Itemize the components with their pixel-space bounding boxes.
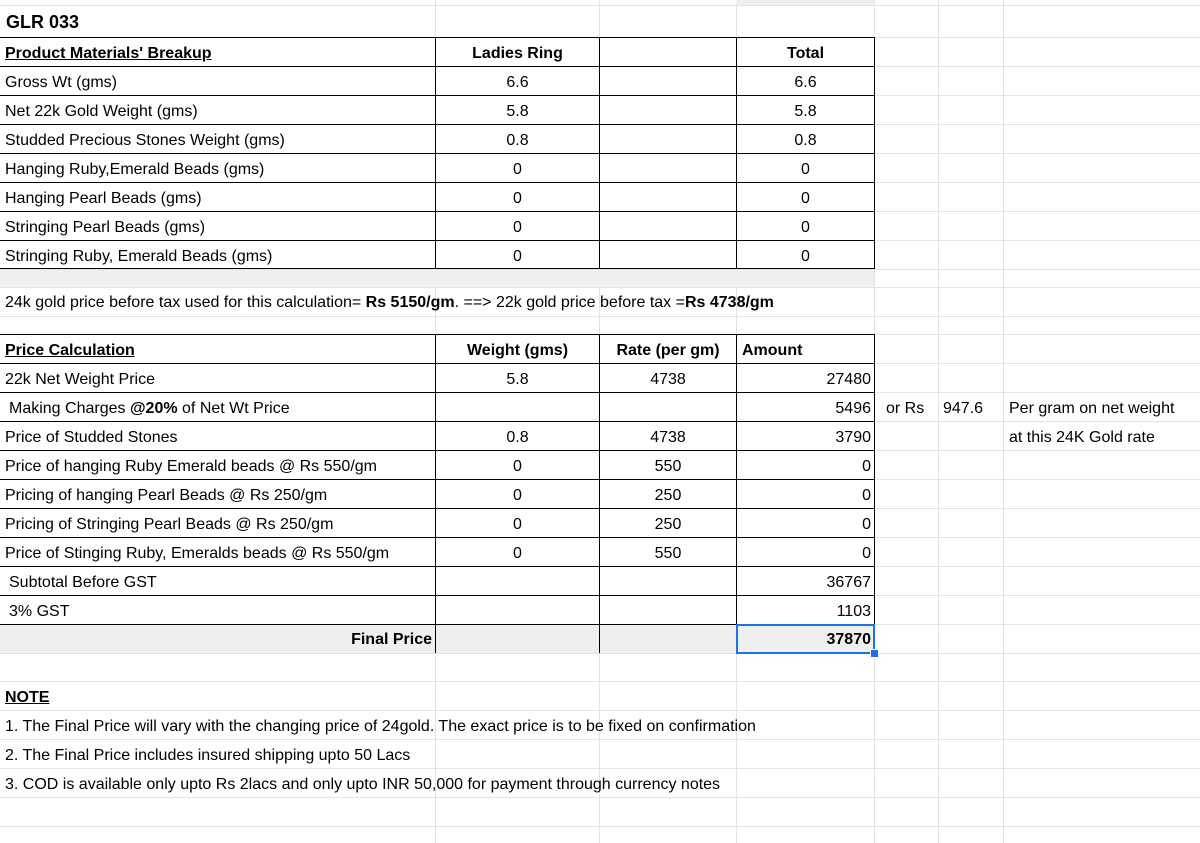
row-value: 5.8	[506, 103, 529, 120]
row-amount: 0	[862, 487, 871, 504]
row-label: Gross Wt (gms)	[5, 74, 117, 91]
row-total: 0	[801, 190, 810, 207]
fill-handle[interactable]	[870, 649, 879, 658]
row-total: 0	[801, 219, 810, 236]
final-price-amount: 37870	[826, 631, 871, 648]
row-weight: 0	[513, 516, 522, 533]
materials-header-label: Product Materials' Breakup	[5, 45, 212, 62]
row-weight: 5.8	[506, 371, 529, 388]
row-rate: 4738	[650, 371, 686, 388]
per-gram-line2: at this 24K Gold rate	[1009, 429, 1155, 446]
making-percent: @20%	[129, 400, 178, 417]
row-label: Price of Studded Stones	[5, 429, 178, 446]
materials-header-ladies-ring: Ladies Ring	[472, 45, 563, 62]
notes-heading: NOTE	[5, 689, 50, 706]
row-weight: 0	[513, 545, 522, 562]
gold-note-22k-price: Rs 4738/gm	[684, 294, 774, 311]
price-header-amount: Amount	[742, 342, 803, 359]
row-total: 0	[801, 248, 810, 265]
row-rate: 550	[654, 458, 682, 475]
row-rate	[600, 568, 736, 597]
row-value: 0.8	[506, 132, 529, 149]
row-label: Price of hanging Ruby Emerald beads @ Rs 550/gm	[5, 458, 377, 475]
row-weight	[436, 394, 599, 423]
note-item: 1. The Final Price will vary with the changing price of 24gold. The exact price is to be fixed on confirmation	[5, 718, 756, 735]
row-label: 22k Net Weight Price	[5, 371, 155, 388]
row-label: Hanging Pearl Beads (gms)	[5, 190, 202, 207]
row-label: Studded Precious Stones Weight (gms)	[5, 132, 285, 149]
row-weight: 0	[513, 458, 522, 475]
row-amount: 0	[862, 516, 871, 533]
row-amount: 36767	[826, 574, 871, 591]
row-weight: 0	[513, 487, 522, 504]
header-shade	[736, 0, 874, 5]
row-label: Pricing of Stringing Pearl Beads @ Rs 250/gm	[5, 516, 334, 533]
row-total: 5.8	[794, 103, 817, 120]
row-amount: 3790	[835, 429, 871, 446]
per-gram-line1: Per gram on net weight	[1009, 400, 1175, 417]
making-label-post: of Net Wt Price	[177, 400, 290, 417]
price-header-weight: Weight (gms)	[466, 342, 569, 359]
row-total: 0	[801, 161, 810, 178]
row-label: Subtotal Before GST	[9, 574, 157, 591]
gold-price-note	[5, 288, 774, 317]
gold-note-24k-price: Rs 5150/gm	[365, 294, 455, 311]
price-header-rate: Rate (per gm)	[616, 342, 720, 359]
final-price-label: Final Price	[351, 631, 432, 648]
gold-note-text-2: . ==> 22k gold price before tax =	[454, 294, 685, 311]
note-item: 3. COD is available only upto Rs 2lacs and only upto INR 50,000 for payment through currency notes	[5, 776, 721, 793]
row-rate: 4738	[650, 429, 686, 446]
row-value: 0	[513, 190, 522, 207]
gold-note-shade	[0, 270, 874, 287]
row-label: Pricing of hanging Pearl Beads @ Rs 250/gm	[5, 487, 328, 504]
sheet-title: GLR 033	[6, 12, 80, 32]
row-rate: 250	[654, 516, 682, 533]
per-gram-value: 947.6	[943, 400, 984, 417]
row-amount: 0	[862, 545, 871, 562]
row-value: 0	[513, 248, 522, 265]
row-amount: 27480	[826, 371, 871, 388]
row-label	[9, 394, 290, 423]
row-amount: 5496	[835, 400, 871, 417]
row-amount: 1103	[836, 603, 871, 620]
row-rate	[600, 597, 736, 626]
row-weight	[436, 568, 599, 597]
materials-header-total: Total	[786, 45, 825, 62]
row-label: 3% GST	[9, 603, 70, 620]
row-total: 6.6	[794, 74, 817, 91]
row-label: Price of Stinging Ruby, Emeralds beads @ Rs 550/gm	[5, 545, 390, 562]
row-total: 0.8	[794, 132, 817, 149]
row-amount: 0	[862, 458, 871, 475]
row-weight: 0.8	[506, 429, 529, 446]
note-item: 2. The Final Price includes insured shipping upto 50 Lacs	[5, 747, 411, 764]
row-label: Stringing Ruby, Emerald Beads (gms)	[5, 248, 273, 265]
price-header-label: Price Calculation	[5, 342, 135, 359]
row-value: 6.6	[506, 74, 529, 91]
row-value: 0	[513, 161, 522, 178]
or-rs-label: or Rs	[886, 400, 925, 417]
making-label-pre: Making Charges	[9, 400, 130, 417]
row-label: Net 22k Gold Weight (gms)	[5, 103, 198, 120]
row-weight	[436, 597, 599, 626]
row-rate: 550	[654, 545, 682, 562]
row-value: 0	[513, 219, 522, 236]
row-rate: 250	[654, 487, 682, 504]
row-label: Hanging Ruby,Emerald Beads (gms)	[5, 161, 265, 178]
gold-note-text-1: 24k gold price before tax used for this calculation=	[5, 294, 366, 311]
row-label: Stringing Pearl Beads (gms)	[5, 219, 206, 236]
row-rate	[600, 394, 736, 423]
